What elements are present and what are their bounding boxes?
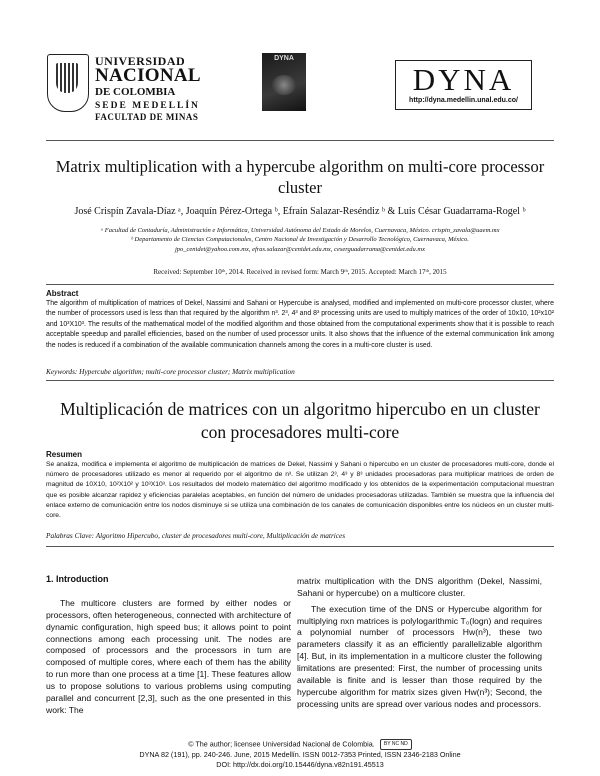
abstract-top-divider — [46, 284, 554, 285]
affiliation-a: ᵃ Facultad de Contaduría, Administración e Informática, Universidad Autónoma del Estado de Morelos, Cuernavaca, México. crispin_zavala@uaem.mx — [100, 227, 500, 234]
abstract-heading: Abstract — [46, 289, 79, 298]
paper-title-en: Matrix multiplication with a hypercube algorithm on multi-core processor cluster — [55, 157, 545, 197]
resumen-text: Se analiza, modifica e implementa el algoritmo de multiplicación de matrices de Dekel, Nassimi y Sahani o hipercubo en un cluster de procesadores multi-core, donde el número de procesadores utilizado es menor al requerido por el algoritmo de n³. Se utilizan 2³, 4³ y 8³ unidades procesadoras para multiplicar matrices de orden de magnitud de 10X10, 10²X10² y 10³X10³. Los resultados del modelo matemático del algoritmo modificado y los obtenidos de la experimentación computacional muestran que es posible alcanzar rapidez y eficiencias paralelas aceptables, en función del número de unidades procesadoras utilizadas. También se muestra que la influencia del enlace externo de comunicación entre los nodos disminuye si se utiliza una combinación de los canales de comunicación disponibles entre los núcleos en un cluster multi-core. — [46, 461, 554, 519]
abstract-bottom-divider — [46, 380, 554, 381]
university-logo — [47, 50, 257, 120]
university-name-line1: UNIVERSIDAD — [95, 54, 186, 68]
cover-title: DYNA — [274, 55, 294, 62]
campus-name: SEDE MEDELLÍN — [95, 101, 200, 111]
footer-doi[interactable]: DOI: http://dx.doi.org/10.15446/dyna.v82n191.45513 — [216, 759, 384, 769]
submission-dates: Received: September 10ᵗʰ, 2014. Received in revised form: March 9ᵗʰ, 2015. Accepted: March 17ᵗʰ, 2015 — [153, 268, 447, 276]
keywords: Keywords: Hypercube algorithm; multi-core processor cluster; Matrix multiplication — [46, 367, 295, 376]
palabras-clave: Palabras Clave: Algoritmo Hipercubo, cluster de procesadores multi-core, Multiplicación de matrices — [46, 531, 346, 540]
affiliation-b: ᵇ Departamento de Ciencias Computacionales, Centro Nacional de Investigación y Desarrollo Tecnológico, Cuernavaca, México. — [131, 236, 469, 244]
affiliations — [75, 226, 525, 254]
abstract-text: The algorithm of multiplication of matrices of Dekel, Nassimi and Sahani or Hypercube is analysed, modified and implemented on multi-core processor cluster, where the number of processors used is less than that required by the algorithm n³. 2³, 4³ and 8³ processing units are used to multiply matrices of the order of 10x10, 10²x10² and 10³X10³. The results of the mathematical model of the modified algorithm and those obtained from the computational experiments show that it is possible to reach acceptable speedup and parallel efficiencies, based on the number of used processor units. It also shows that the influence of the external communication link among the nodes is reduced if a combination of the available communication channels among the cores in a multi-core cluster is used. — [46, 300, 554, 349]
journal-cover-thumbnail — [262, 53, 306, 111]
paper-title-es: Multiplicación de matrices con un algoritmo hipercubo en un cluster con procesadores multi-core — [60, 399, 540, 442]
university-name-line2: NACIONAL — [95, 65, 201, 86]
cover-art-icon — [272, 75, 296, 95]
university-shield-icon — [47, 54, 89, 112]
resumen-bottom-divider — [46, 546, 554, 547]
intro-paragraph-1-cont: matrix multiplication with the DNS algorithm (Dekel, Nassimi, Sahani or hypercube) on a multicore cluster. — [297, 576, 542, 598]
header-divider — [46, 140, 554, 141]
page-footer — [0, 739, 600, 769]
faculty-name: FACULTAD DE MINAS — [95, 112, 199, 122]
footer-copyright: © The author; licensee Universidad Nacional de Colombia. — [188, 739, 375, 749]
intro-paragraph-2: The execution time of the DNS or Hypercube algorithm for multiplying nxn matrices is polylogarithmic T₀(logn) and requires a polynomial number of processors Hw(n³), these two parameters classify it as an efficiently parallelizable algorithm [4]. But, in its implementation in a multicore cluster the following limitations are presented: First, the number of processing units available is finite and is lesser than those required by the hypercube algorithm for matrix sizes given Hw(n³); Second, the processing units are spread over various nodes and processors. — [297, 603, 542, 709]
resumen-heading: Resumen — [46, 450, 83, 459]
university-name-line3: DE COLOMBIA — [95, 86, 176, 98]
body-column-right — [297, 576, 542, 710]
footer-citation: DYNA 82 (191), pp. 240-246. June, 2015 Medellín. ISSN 0012-7353 Printed, ISSN 2346-2183 Online — [139, 750, 461, 759]
footer-license-line — [0, 739, 600, 750]
author-list: José Crispín Zavala-Díaz ᵃ, Joaquín Pérez-Ortega ᵇ, Efraín Salazar-Reséndiz ᵇ & Luis César Guadarrama-Rogel ᵇ — [74, 206, 526, 217]
affiliation-b-emails: jpo_cenidet@yahoo.com.mx, efras.salazar@cenidet.edu.mx, ceserguadarrama@cenidet.edu.mx — [174, 245, 425, 253]
journal-name: DYNA — [412, 62, 515, 97]
creative-commons-badge-icon: BY NC ND — [380, 739, 412, 750]
intro-paragraph-1: The multicore clusters are formed by either nodes or processors, often heterogeneous, connected with architecture of dynamic configuration, high speed bus; it allows point to point connections among each processing unit. The nodes are composed of processors and the processors in turn are composed of multiple cores, where each of them has the ability to run more than one process at a time [1]. These features allow us to propose solutions to various problems using computing parallel and concurrent [2,3], such as the one presented in this work: The — [46, 598, 291, 715]
journal-url[interactable]: http://dyna.medellin.unal.edu.co/ — [409, 97, 518, 104]
journal-logo — [395, 60, 532, 110]
body-column-left — [46, 598, 291, 717]
introduction-heading: 1. Introduction — [46, 574, 109, 584]
